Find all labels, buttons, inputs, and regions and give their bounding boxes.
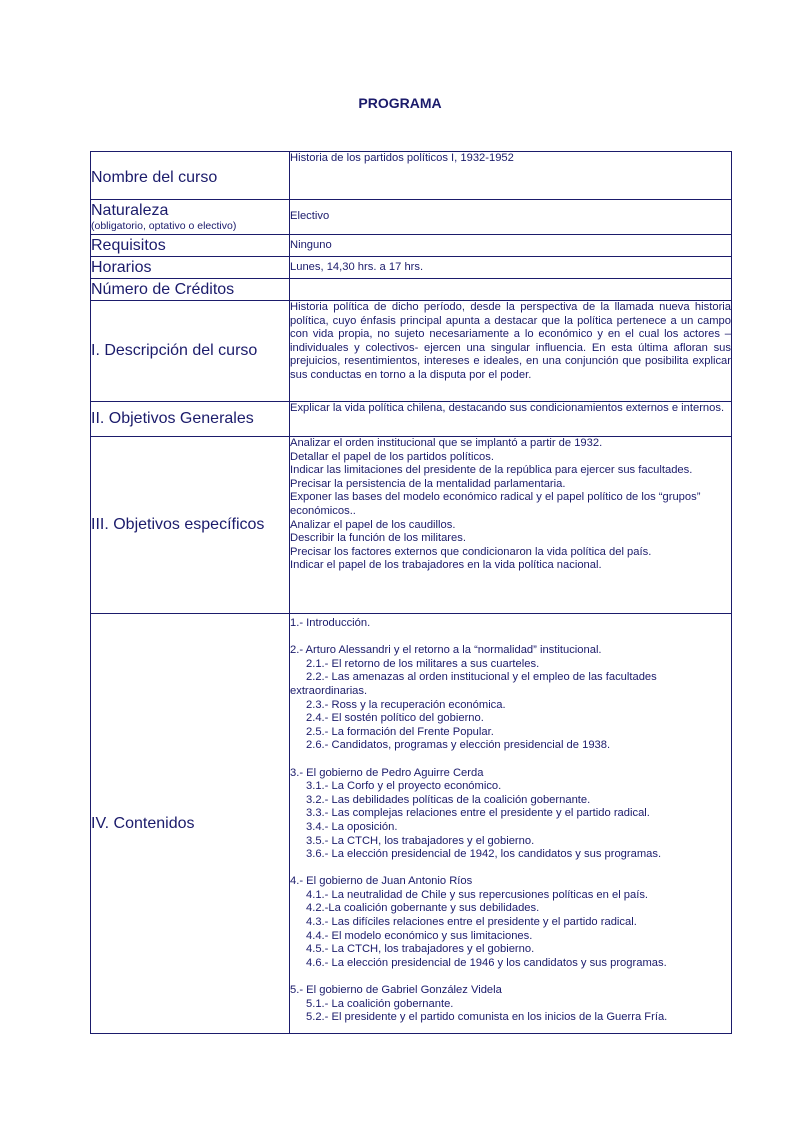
especifico-item: Analizar el orden institucional que se implantó a partir de 1932.	[290, 437, 603, 449]
page-title: PROGRAMA	[358, 95, 442, 111]
especifico-item: Indicar el papel de los trabajadores en la vida política nacional.	[290, 559, 602, 572]
section-item: 3.3.- Las complejas relaciones entre el presidente y el partido radical.	[306, 807, 650, 820]
section-item: 4.4.- El modelo económico y sus limitaciones.	[306, 929, 533, 942]
value-naturaleza: Electivo	[290, 200, 732, 235]
section-heading: 5.- El gobierno de Gabriel González Videla	[290, 984, 502, 997]
label-naturaleza-sub: (obligatorio, optativo o electivo)	[91, 220, 237, 232]
section-heading: 1.- Introducción.	[290, 617, 371, 629]
row-naturaleza	[91, 200, 732, 235]
section-heading: 2.- Arturo Alessandri y el retorno a la “normalidad” institucional.	[290, 644, 602, 657]
section-item: 4.6.- La elección presidencial de 1946 y los candidatos y sus programas.	[306, 956, 667, 969]
especifico-item: Precisar la persistencia de la mentalidad parlamentaria.	[290, 477, 566, 490]
especifico-item: Analizar el papel de los caudillos.	[290, 518, 456, 531]
section-item: 2.2.- Las amenazas al orden institucional y el empleo de las facultades extraordinarias.	[290, 671, 657, 697]
row-generales	[91, 402, 732, 437]
section-heading: 3.- El gobierno de Pedro Aguirre Cerda	[290, 766, 484, 779]
section-item: 4.3.- Las difíciles relaciones entre el presidente y el partido radical.	[306, 916, 637, 929]
value-requisitos: Ninguno	[290, 235, 732, 257]
section-item: 2.3.- Ross y la recuperación económica.	[306, 698, 506, 711]
label-generales: II. Objetivos Generales	[91, 402, 290, 437]
label-descripcion: I. Descripción del curso	[91, 301, 290, 402]
especifico-item: Detallar el papel de los partidos políticos.	[290, 450, 494, 463]
row-descripcion	[91, 301, 732, 402]
value-horarios: Lunes, 14,30 hrs. a 17 hrs.	[290, 257, 732, 279]
label-nombre: Nombre del curso	[91, 152, 290, 200]
label-especificos: III. Objetivos específicos	[91, 437, 290, 614]
especifico-item: Describir la función de los militares.	[290, 532, 466, 545]
section-heading: 4.- El gobierno de Juan Antonio Ríos	[290, 875, 473, 888]
label-horarios: Horarios	[91, 257, 290, 279]
section-item: 2.4.- El sostén político del gobierno.	[306, 712, 484, 725]
section-item: 5.1.- La coalición gobernante.	[306, 997, 454, 1010]
section-item: 2.5.- La formación del Frente Popular.	[306, 725, 494, 738]
section-item: 3.6.- La elección presidencial de 1942, los candidatos y sus programas.	[306, 848, 662, 861]
section-item: 4.5.- La CTCH, los trabajadores y el gobierno.	[306, 943, 535, 956]
row-contenidos	[91, 614, 732, 1034]
section-item: 3.2.- Las debilidades políticas de la coalición gobernante.	[306, 793, 591, 806]
row-creditos	[91, 279, 732, 301]
label-contenidos: IV. Contenidos	[91, 614, 290, 1034]
section-item: 5.2.- El presidente y el partido comunista en los inicios de la Guerra Fría.	[306, 1011, 668, 1024]
value-nombre: Historia de los partidos políticos I, 1932-1952	[290, 152, 732, 200]
section-item: 4.1.- La neutralidad de Chile y sus repercusiones políticas en el país.	[306, 888, 649, 901]
section-item: 2.1.- El retorno de los militares a sus cuarteles.	[306, 657, 540, 670]
label-requisitos: Requisitos	[91, 235, 290, 257]
value-contenidos	[290, 614, 732, 1034]
value-generales: Explicar la vida política chilena, destacando sus condicionamientos externos e internos.	[290, 402, 732, 437]
section-item: 3.5.- La CTCH, los trabajadores y el gobierno.	[306, 834, 535, 847]
especifico-item: Exponer las bases del modelo económico radical y el papel político de los “grupos” económicos..	[290, 491, 701, 517]
section-item: 4.2.-La coalición gobernante y sus debilidades.	[306, 902, 540, 915]
value-especificos	[290, 437, 732, 614]
label-naturaleza	[91, 200, 290, 235]
especifico-item: Indicar las limitaciones del presidente de la república para ejercer sus facultades.	[290, 464, 693, 477]
section-item: 3.4.- La oposición.	[306, 820, 398, 833]
label-naturaleza-main: Naturaleza	[91, 202, 169, 219]
row-especificos	[91, 437, 732, 614]
row-requisitos	[91, 235, 732, 257]
row-nombre	[91, 152, 732, 200]
section-item: 2.6.- Candidatos, programas y elección presidencial de 1938.	[306, 739, 611, 752]
row-horarios	[91, 257, 732, 279]
value-creditos	[290, 279, 732, 301]
label-creditos: Número de Créditos	[91, 279, 290, 301]
value-descripcion: Historia política de dicho período, desde la perspectiva de la llamada nueva historia política, cuyo énfasis principal apunta a destacar que la política pertenece a un campo con vida propia, no sujeto necesariamente a lo económico y en el cual los actores –individuales y colectivos- ejercen una singular influencia. En esta última afloran sus prejuicios, resentimientos, intereses e ideales, en una conjunción que posibilita explicar sus conductas en torno a la disputa por el poder.	[290, 301, 732, 402]
section-item: 3.1.- La Corfo y el proyecto económico.	[306, 780, 502, 793]
course-table	[90, 151, 732, 1034]
especifico-item: Precisar los factores externos que condicionaron la vida política del país.	[290, 545, 652, 558]
